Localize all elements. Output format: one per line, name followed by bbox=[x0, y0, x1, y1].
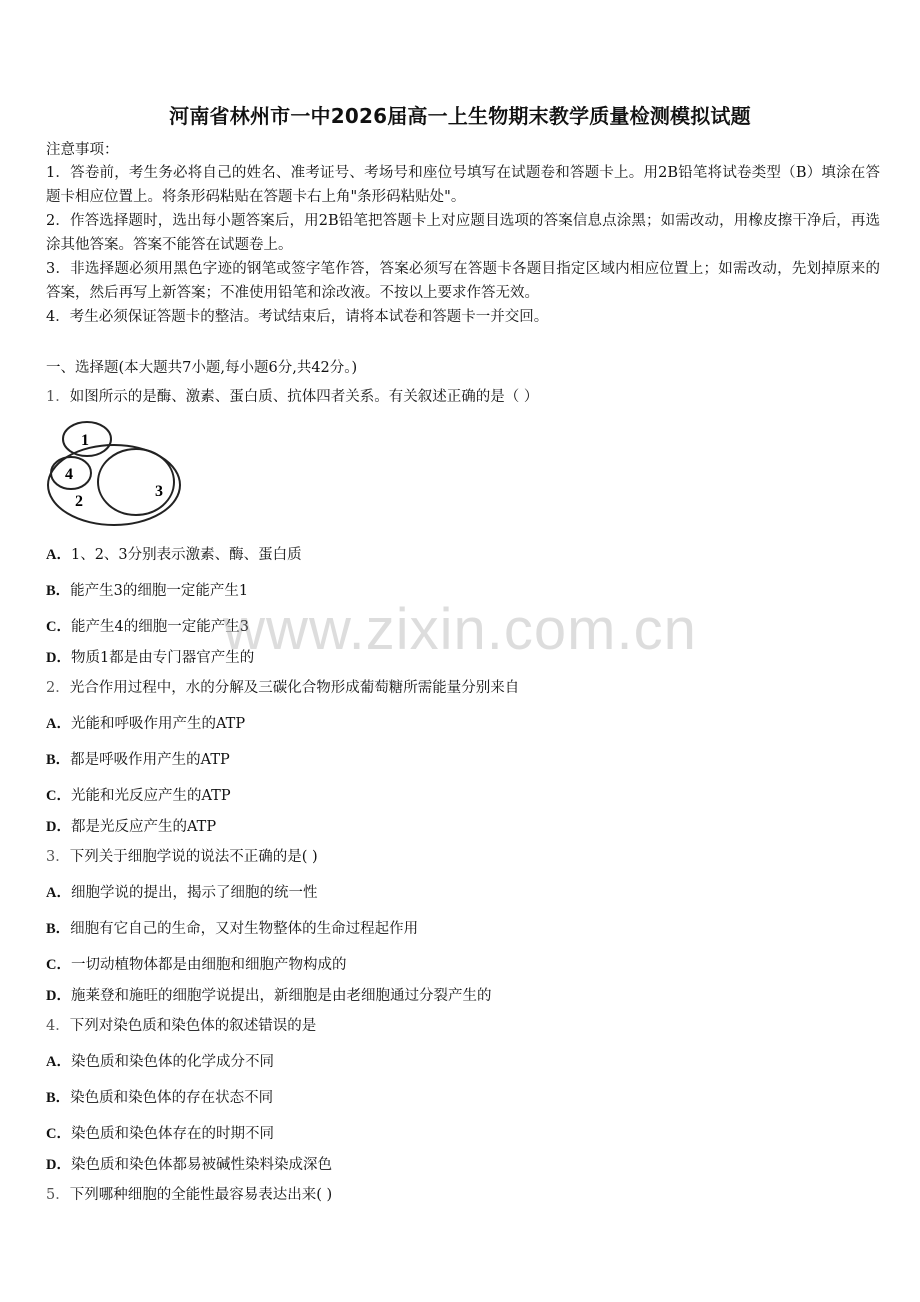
option-label: A． bbox=[46, 1054, 71, 1070]
option-text: 光能和呼吸作用产生的ATP bbox=[70, 716, 246, 732]
question-stem: 如图所示的是酶、激素、蛋白质、抗体四者关系。有关叙述正确的是（ ） bbox=[69, 389, 539, 405]
question-4 bbox=[46, 1014, 316, 1035]
option-label: C． bbox=[46, 1126, 71, 1142]
option-label: A． bbox=[46, 547, 71, 563]
watermark: www.zixin.com.cn bbox=[223, 597, 697, 662]
question-stem: 下列哪种细胞的全能性最容易表达出来( ) bbox=[69, 1187, 333, 1203]
option-d bbox=[46, 984, 491, 1005]
option-label: B． bbox=[46, 752, 71, 768]
question-stem: 光合作用过程中，水的分解及三碳化合物形成葡萄糖所需能量分别来自 bbox=[69, 680, 520, 696]
notice-item-4: 4．考生必须保证答题卡的整洁。考试结束后，请将本试卷和答题卡一并交回。 bbox=[46, 309, 549, 325]
circle-3 bbox=[98, 449, 174, 515]
option-text: 都是呼吸作用产生的ATP bbox=[70, 752, 230, 768]
question-2 bbox=[46, 676, 519, 697]
option-c bbox=[46, 1122, 274, 1143]
option-a bbox=[46, 881, 317, 902]
option-a bbox=[46, 712, 245, 733]
notice-item-3: 3．非选择题必须用黑色字迹的钢笔或签字笔作答，答案必须写在答题卡各题目指定区域内相应位置上；如需改动，先划掉原来的答案，然后再写上新答案；不准使用铅笔和涂改液。不按以上要求作答无效。 bbox=[46, 261, 880, 301]
option-label: C． bbox=[46, 788, 71, 804]
question-stem: 下列对染色质和染色体的叙述错误的是 bbox=[69, 1018, 317, 1034]
option-text: 物质1都是由专门器官产生的 bbox=[70, 650, 255, 666]
option-c bbox=[46, 953, 346, 974]
option-text: 染色质和染色体存在的时期不同 bbox=[70, 1126, 274, 1142]
option-text: 施莱登和施旺的细胞学说提出，新细胞是由老细胞通过分裂产生的 bbox=[70, 988, 492, 1004]
option-text: 细胞学说的提出，揭示了细胞的统一性 bbox=[70, 885, 318, 901]
option-label: A． bbox=[46, 885, 71, 901]
question-number: 5． bbox=[46, 1187, 70, 1203]
label-2: 2 bbox=[75, 493, 83, 510]
notice-item-1: 1．答卷前，考生务必将自己的姓名、准考证号、考场号和座位号填写在试题卷和答题卡上。用2B铅笔将试卷类型（B）填涂在答题卡相应位置上。将条形码粘贴在答题卡右上角"条形码粘贴处"。 bbox=[46, 165, 880, 205]
option-a bbox=[46, 543, 302, 564]
question-5 bbox=[46, 1183, 332, 1204]
option-text: 染色质和染色体的化学成分不同 bbox=[70, 1054, 274, 1070]
question-number: 4． bbox=[46, 1018, 70, 1034]
option-text: 染色质和染色体的存在状态不同 bbox=[70, 1090, 274, 1106]
option-d bbox=[46, 1153, 332, 1174]
option-text: 染色质和染色体都易被碱性染料染成深色 bbox=[70, 1157, 332, 1173]
option-label: D． bbox=[46, 819, 71, 835]
option-text: 1、2、3分别表示激素、酶、蛋白质 bbox=[70, 547, 302, 563]
option-label: A． bbox=[46, 716, 71, 732]
option-text: 一切动植物体都是由细胞和细胞产物构成的 bbox=[70, 957, 347, 973]
question-number: 2． bbox=[46, 680, 70, 696]
option-text: 都是光反应产生的ATP bbox=[70, 819, 217, 835]
notice-heading: 注意事项： bbox=[46, 142, 119, 158]
label-1: 1 bbox=[81, 432, 89, 449]
option-b bbox=[46, 748, 230, 769]
option-label: D． bbox=[46, 650, 71, 666]
option-label: D． bbox=[46, 988, 71, 1004]
option-label: B． bbox=[46, 583, 71, 599]
option-label: C． bbox=[46, 619, 71, 635]
option-b bbox=[46, 1086, 273, 1107]
option-text: 能产生3的细胞一定能产生1 bbox=[70, 583, 249, 599]
venn-diagram bbox=[40, 418, 190, 530]
section-heading: 一、选择题(本大题共7小题,每小题6分,共42分。) bbox=[46, 360, 358, 376]
option-c bbox=[46, 784, 231, 805]
label-3: 3 bbox=[155, 483, 163, 500]
question-3 bbox=[46, 845, 318, 866]
option-label: B． bbox=[46, 921, 71, 937]
option-d bbox=[46, 815, 216, 836]
option-b bbox=[46, 917, 418, 938]
option-text: 细胞有它自己的生命，又对生物整体的生命过程起作用 bbox=[70, 921, 419, 937]
question-number: 3． bbox=[46, 849, 70, 865]
question-number: 1． bbox=[46, 389, 70, 405]
option-a bbox=[46, 1050, 274, 1071]
option-text: 能产生4的细胞一定能产生3 bbox=[70, 619, 249, 635]
option-label: B． bbox=[46, 1090, 71, 1106]
notice-item-2: 2．作答选择题时，选出每小题答案后，用2B铅笔把答题卡上对应题目选项的答案信息点涂黑；如需改动，用橡皮擦干净后，再选涂其他答案。答案不能答在试题卷上。 bbox=[46, 213, 880, 253]
option-label: D． bbox=[46, 1157, 71, 1173]
label-4: 4 bbox=[65, 466, 73, 483]
question-1 bbox=[46, 385, 538, 406]
page-title: 河南省林州市一中2026届高一上生物期末教学质量检测模拟试题 bbox=[169, 104, 751, 128]
question-stem: 下列关于细胞学说的说法不正确的是( ) bbox=[69, 849, 318, 865]
option-label: C． bbox=[46, 957, 71, 973]
option-text: 光能和光反应产生的ATP bbox=[70, 788, 231, 804]
